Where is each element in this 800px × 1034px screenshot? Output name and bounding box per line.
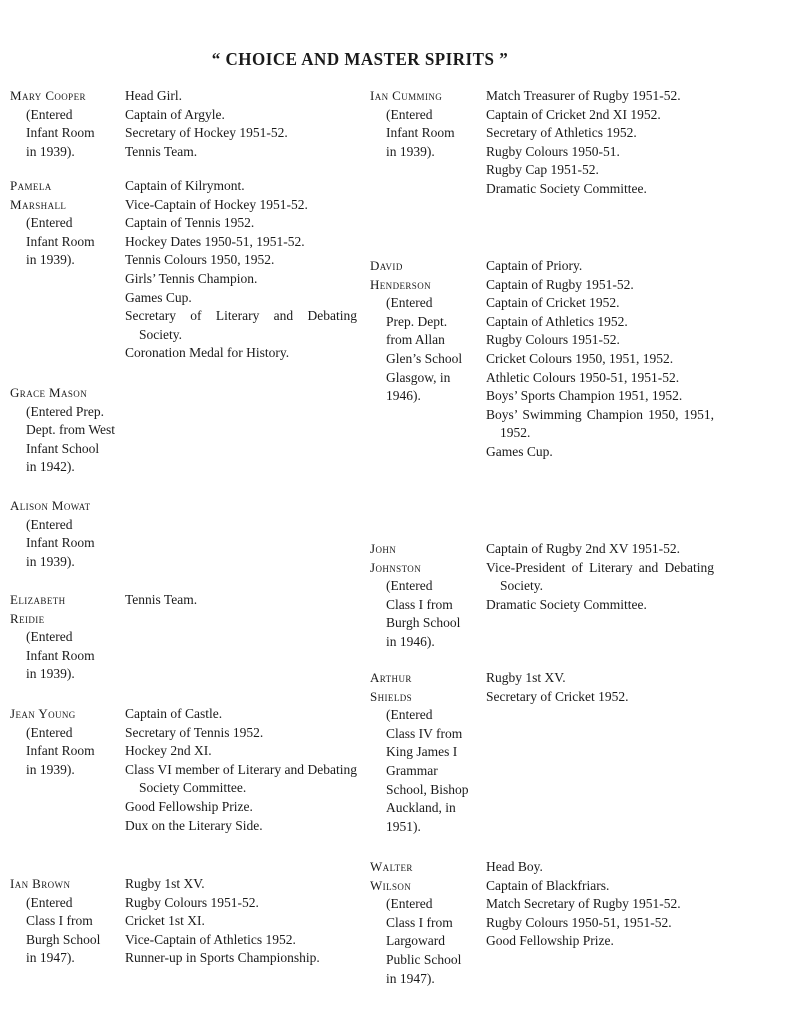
student-entry: [10, 497, 95, 571]
entry-note: Infant School: [26, 440, 100, 456]
entry-note: (Entered: [386, 295, 433, 311]
achievement: Captain of Argyle.: [125, 106, 225, 122]
achievement: Captain of Cricket 2nd XI 1952.: [486, 106, 661, 122]
student-entry: [10, 875, 320, 968]
student-name: Henderson: [370, 276, 431, 292]
student-name: Reidie: [10, 610, 45, 626]
student-name: Elizabeth: [10, 592, 66, 607]
student-name: Alison Mowat: [10, 498, 91, 513]
student-name-block: [10, 177, 95, 270]
entry-note: in 1947).: [26, 950, 75, 966]
achievement: Secretary of Hockey 1951-52.: [125, 125, 288, 141]
entry-note: Dept. from West: [26, 422, 116, 438]
achievement: Captain of Cricket 1952.: [486, 295, 620, 311]
achievement: Boys’ Swimming Champion 1950, 1951, 1952.: [486, 406, 714, 441]
student-name: Wilson: [370, 877, 412, 893]
achievement: Captain of Kilrymont.: [125, 178, 245, 193]
achievement: Captain of Tennis 1952.: [125, 215, 255, 231]
achievement: Secretary of Tennis 1952.: [125, 724, 264, 740]
student-name: Johnston: [370, 559, 422, 575]
student-entry: [370, 669, 629, 836]
entry-note: in 1939).: [26, 553, 75, 569]
entry-note: School, Bishop: [386, 781, 469, 797]
achievement: Captain of Priory.: [486, 258, 583, 273]
entry-note: Burgh School: [386, 615, 461, 631]
achievement: Hockey Dates 1950-51, 1951-52.: [125, 233, 305, 249]
entry-note: Prep. Dept.: [386, 313, 448, 329]
student-name: John: [370, 541, 397, 556]
entry-note: (Entered: [26, 724, 73, 740]
student-entry: [10, 177, 357, 361]
achievement: Cricket Colours 1950, 1951, 1952.: [486, 350, 674, 366]
achievement: Secretary of Literary and Debating Society.: [125, 308, 357, 342]
entry-note: 1946).: [386, 388, 421, 404]
entry-note: (Entered: [386, 578, 433, 594]
student-entry: [10, 87, 288, 161]
entry-note: Auckland, in: [386, 800, 456, 816]
achievement: Tennis Colours 1950, 1952.: [125, 252, 275, 268]
entry-note: Infant Room: [26, 743, 95, 759]
student-name-block: [370, 87, 455, 161]
student-name-block: [370, 257, 462, 406]
achievements-list: [125, 705, 357, 835]
student-name-block: [370, 669, 469, 836]
achievement: Dramatic Society Committee.: [486, 596, 647, 612]
achievements-list: [486, 87, 714, 199]
entry-note: (Entered: [26, 629, 73, 645]
achievement: Athletic Colours 1950-51, 1951-52.: [486, 369, 680, 385]
achievement: Games Cup.: [486, 443, 553, 459]
entry-note: in 1939).: [26, 143, 75, 159]
achievements-list: [486, 540, 714, 614]
achievement: Rugby Cap 1951-52.: [486, 162, 599, 178]
entry-note: Class I from: [386, 596, 453, 612]
student-name: Ian Cumming: [370, 88, 443, 103]
achievements-list: [486, 257, 714, 462]
entry-note: in 1939).: [26, 666, 75, 682]
student-name: Marshall: [10, 196, 67, 212]
achievement: Rugby Colours 1951-52.: [125, 894, 259, 910]
achievement: Vice-President of Literary and Debating Society.: [486, 559, 714, 594]
achievement: Captain of Rugby 2nd XV 1951-52.: [486, 541, 680, 556]
student-name-block: [10, 705, 95, 779]
achievement: Secretary of Athletics 1952.: [486, 125, 637, 141]
achievement: Hockey 2nd XI.: [125, 743, 212, 759]
student-name-block: [10, 591, 95, 684]
student-entry: [370, 257, 714, 459]
achievement: Coronation Medal for History.: [125, 345, 290, 361]
student-name-block: [10, 497, 95, 571]
student-entry: [370, 858, 681, 988]
student-entry: [370, 87, 681, 196]
entry-note: King James I: [386, 744, 458, 760]
achievement: Dramatic Society Committee.: [486, 180, 647, 196]
achievement: Rugby Colours 1951-52.: [486, 332, 620, 348]
student-name: David: [370, 258, 403, 273]
achievement: Tennis Team.: [125, 592, 198, 607]
achievement: Cricket 1st XI.: [125, 913, 205, 929]
achievement: Girls’ Tennis Champion.: [125, 270, 258, 286]
achievement: Good Fellowship Prize.: [486, 933, 614, 949]
student-name: Jean Young: [10, 706, 76, 721]
entry-note: in 1946).: [386, 633, 435, 649]
achievement: Dux on the Literary Side.: [125, 817, 263, 833]
entry-note: Class I from: [386, 914, 453, 930]
achievement: Games Cup.: [125, 289, 192, 305]
student-name-block: [10, 875, 100, 968]
entry-note: Grammar: [386, 762, 438, 778]
achievement: Secretary of Cricket 1952.: [486, 688, 629, 704]
entry-note: Infant Room: [26, 535, 95, 551]
entry-note: Glen’s School: [386, 350, 463, 366]
entry-note: in 1942).: [26, 459, 75, 475]
achievement: Captain of Athletics 1952.: [486, 313, 628, 329]
achievements-list: [125, 87, 357, 161]
entry-note: (Entered: [386, 707, 433, 723]
student-entry: [10, 705, 357, 833]
achievement: Rugby 1st XV.: [486, 670, 566, 685]
achievement: Match Treasurer of Rugby 1951-52.: [486, 88, 681, 103]
page-title: “ CHOICE AND MASTER SPIRITS ”: [211, 49, 509, 70]
achievement: Captain of Rugby 1951-52.: [486, 276, 634, 292]
achievement: Tennis Team.: [125, 143, 198, 159]
achievement: Captain of Castle.: [125, 706, 223, 721]
achievement: Rugby Colours 1950-51, 1951-52.: [486, 914, 672, 930]
student-name-block: [370, 540, 460, 652]
achievement: Boys’ Sports Champion 1951, 1952.: [486, 388, 683, 404]
entry-note: (Entered: [26, 215, 73, 231]
entry-note: in 1939).: [26, 252, 75, 268]
entry-note: (Entered: [386, 106, 433, 122]
student-name-block: [370, 858, 461, 988]
entry-note: in 1947).: [386, 970, 435, 986]
student-entry: [10, 591, 198, 684]
achievements-list: [125, 177, 357, 363]
entry-note: (Entered: [26, 894, 73, 910]
achievement: Captain of Blackfriars.: [486, 877, 610, 893]
entry-note: 1951).: [386, 818, 421, 834]
entry-note: Infant Room: [26, 647, 95, 663]
student-name: Shields: [370, 688, 413, 704]
entry-note: (Entered: [26, 516, 73, 532]
achievement: Vice-Captain of Hockey 1951-52.: [125, 196, 308, 212]
student-name: Mary Cooper: [10, 88, 86, 103]
entry-note: Infant Room: [386, 125, 455, 141]
achievement: Rugby 1st XV.: [125, 876, 205, 891]
entry-note: (Entered Prep.: [26, 403, 104, 419]
achievement: Vice-Captain of Athletics 1952.: [125, 931, 296, 947]
entry-note: Class I from: [26, 913, 93, 929]
entry-note: in 1939).: [386, 143, 435, 159]
achievement: Runner-up in Sports Championship.: [125, 950, 320, 966]
entry-note: Public School: [386, 951, 462, 967]
entry-note: Infant Room: [26, 233, 95, 249]
entry-note: Burgh School: [26, 931, 101, 947]
student-name: Ian Brown: [10, 876, 71, 891]
student-entry: [10, 384, 115, 477]
achievements-list: [486, 669, 714, 706]
student-name-block: [10, 384, 115, 477]
student-name: Arthur: [370, 670, 412, 685]
achievement: Good Fellowship Prize.: [125, 798, 253, 814]
entry-note: (Entered: [386, 896, 433, 912]
entry-note: Largoward: [386, 933, 445, 949]
student-name-block: [10, 87, 95, 161]
achievement: Class VI member of Literary and Debating Society Committee.: [125, 761, 357, 796]
entry-note: (Entered: [26, 106, 73, 122]
entry-note: Class IV from: [386, 725, 463, 741]
student-name: Pamela: [10, 178, 52, 193]
achievement: Rugby Colours 1950-51.: [486, 143, 620, 159]
entry-note: from Allan: [386, 332, 445, 348]
student-entry: [370, 540, 714, 652]
entry-note: Glasgow, in: [386, 369, 451, 385]
achievement: Head Girl.: [125, 88, 182, 103]
achievements-list: [486, 858, 714, 951]
achievements-list: [125, 591, 357, 610]
entry-note: Infant Room: [26, 125, 95, 141]
student-name: Walter: [370, 859, 413, 874]
student-name: Grace Mason: [10, 385, 88, 400]
entry-note: in 1939).: [26, 761, 75, 777]
achievements-list: [125, 875, 357, 968]
achievement: Match Secretary of Rugby 1951-52.: [486, 896, 681, 912]
achievement: Head Boy.: [486, 859, 543, 874]
